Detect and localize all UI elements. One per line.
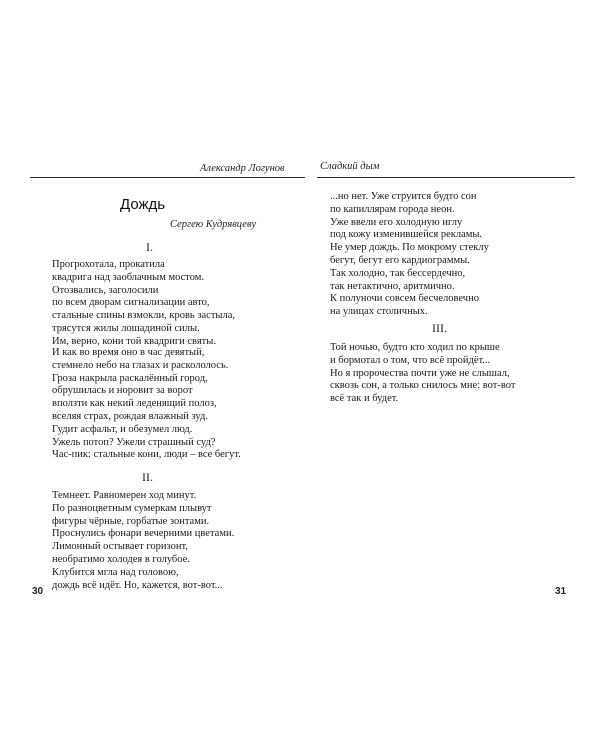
poem-line: Темнеет. Равномерен ход минут. — [52, 490, 197, 501]
poem-line: Не умер дождь. По мокрому стеклу — [330, 242, 489, 254]
running-header-book: Сладкий дым — [320, 161, 380, 172]
poem-line: так нетактично, аритмично. — [330, 280, 455, 292]
page-number-right: 31 — [555, 586, 567, 597]
poem-line: по капиллярам города неон. — [330, 203, 455, 215]
poem-line: Клубится мгла над головою, — [52, 566, 179, 578]
poem-line: Ужель потоп? Ужели страшный суд? — [52, 436, 216, 448]
poem-line: вползти как некий леденящий полоз, — [52, 398, 217, 410]
poem-line: под кожу изменившейся рекламы. — [330, 229, 483, 241]
running-header-author: Александр Логунов — [200, 163, 285, 174]
poem-line: Проснулись фонари вечерними цветами. — [52, 528, 235, 540]
poem-line: всё так и будет. — [330, 393, 399, 405]
poem-line: вселяя страх, рождая влажный зуд. — [52, 410, 208, 422]
header-rule-left — [30, 177, 305, 178]
poem-line: Но я пророчества почти уже не слышал, — [330, 367, 510, 379]
poem-line: необратимо холодея в голубое. — [52, 553, 190, 565]
stanza-3 — [52, 490, 234, 592]
poem-title: Дождь — [120, 196, 166, 213]
poem-line: стемнело небо на глазах и раскололось. — [52, 359, 229, 371]
poem-line: Так холодно, так бессердечно, — [330, 267, 466, 279]
poem-line: дождь всё идёт. Но, кажется, вот-вот... — [52, 579, 223, 591]
header-rule-right — [317, 177, 575, 178]
section-number-1: I. — [146, 240, 153, 254]
poem-line: Лимонный остывает горизонт, — [52, 541, 188, 553]
poem-line: Прогрохотала, прокатила — [52, 259, 165, 270]
poem-line: И как во время оно в час девятый, — [52, 347, 205, 358]
stanza-2 — [52, 347, 241, 462]
poem-line: Отозвались, заголосили — [52, 284, 159, 296]
poem-line: Час-пик: стальные кони, люди – все бегут. — [52, 449, 241, 461]
poem-line: По разноцветным сумеркам плывут — [52, 502, 212, 514]
poem-line: и бормотал о том, что всё пройдёт... — [330, 354, 491, 366]
poem-line: фигуры чёрные, горбатые зонтами. — [52, 515, 210, 527]
poem-dedication: Сергею Кудрявцеву — [170, 219, 257, 230]
poem-line: Гудит асфальт, и обезумел люд. — [52, 423, 193, 435]
poem-line: трясутся жилы лошадиной силы. — [52, 322, 200, 334]
poem-line: стальные спины взмокли, кровь застыла, — [52, 310, 235, 322]
poem-line: К полуночи совсем бесчеловечно — [330, 293, 479, 305]
stanza-1 — [52, 259, 235, 349]
poem-line: квадрига над заоблачным мостом. — [52, 271, 205, 283]
poem-line: обрушилась и норовит за ворот — [52, 385, 193, 397]
poem-line: на улицах столичных. — [330, 306, 428, 318]
poem-line: сквозь сон, а только снилось мне: вот-вот — [330, 380, 516, 392]
poem-line: ...но нет. Уже струится будто сон — [330, 191, 477, 202]
stanza-4 — [330, 191, 489, 319]
poem-line: Той ночью, будто кто ходил по крыше — [330, 342, 500, 353]
poem-line: Им, верно, кони той квадриги святы. — [52, 335, 216, 347]
section-number-3: III. — [432, 321, 447, 335]
stanza-5 — [330, 342, 515, 406]
poem-line: Уже ввели его холодную иглу — [330, 216, 463, 228]
section-number-2: II. — [142, 470, 153, 484]
poem-line: Гроза накрыла раскалённый город, — [52, 372, 208, 384]
poem-line: бегут, бегут его кардиограммы. — [330, 254, 470, 266]
poem-line: по всем дворам сигнализации авто, — [52, 297, 210, 309]
page-number-left: 30 — [32, 586, 44, 597]
